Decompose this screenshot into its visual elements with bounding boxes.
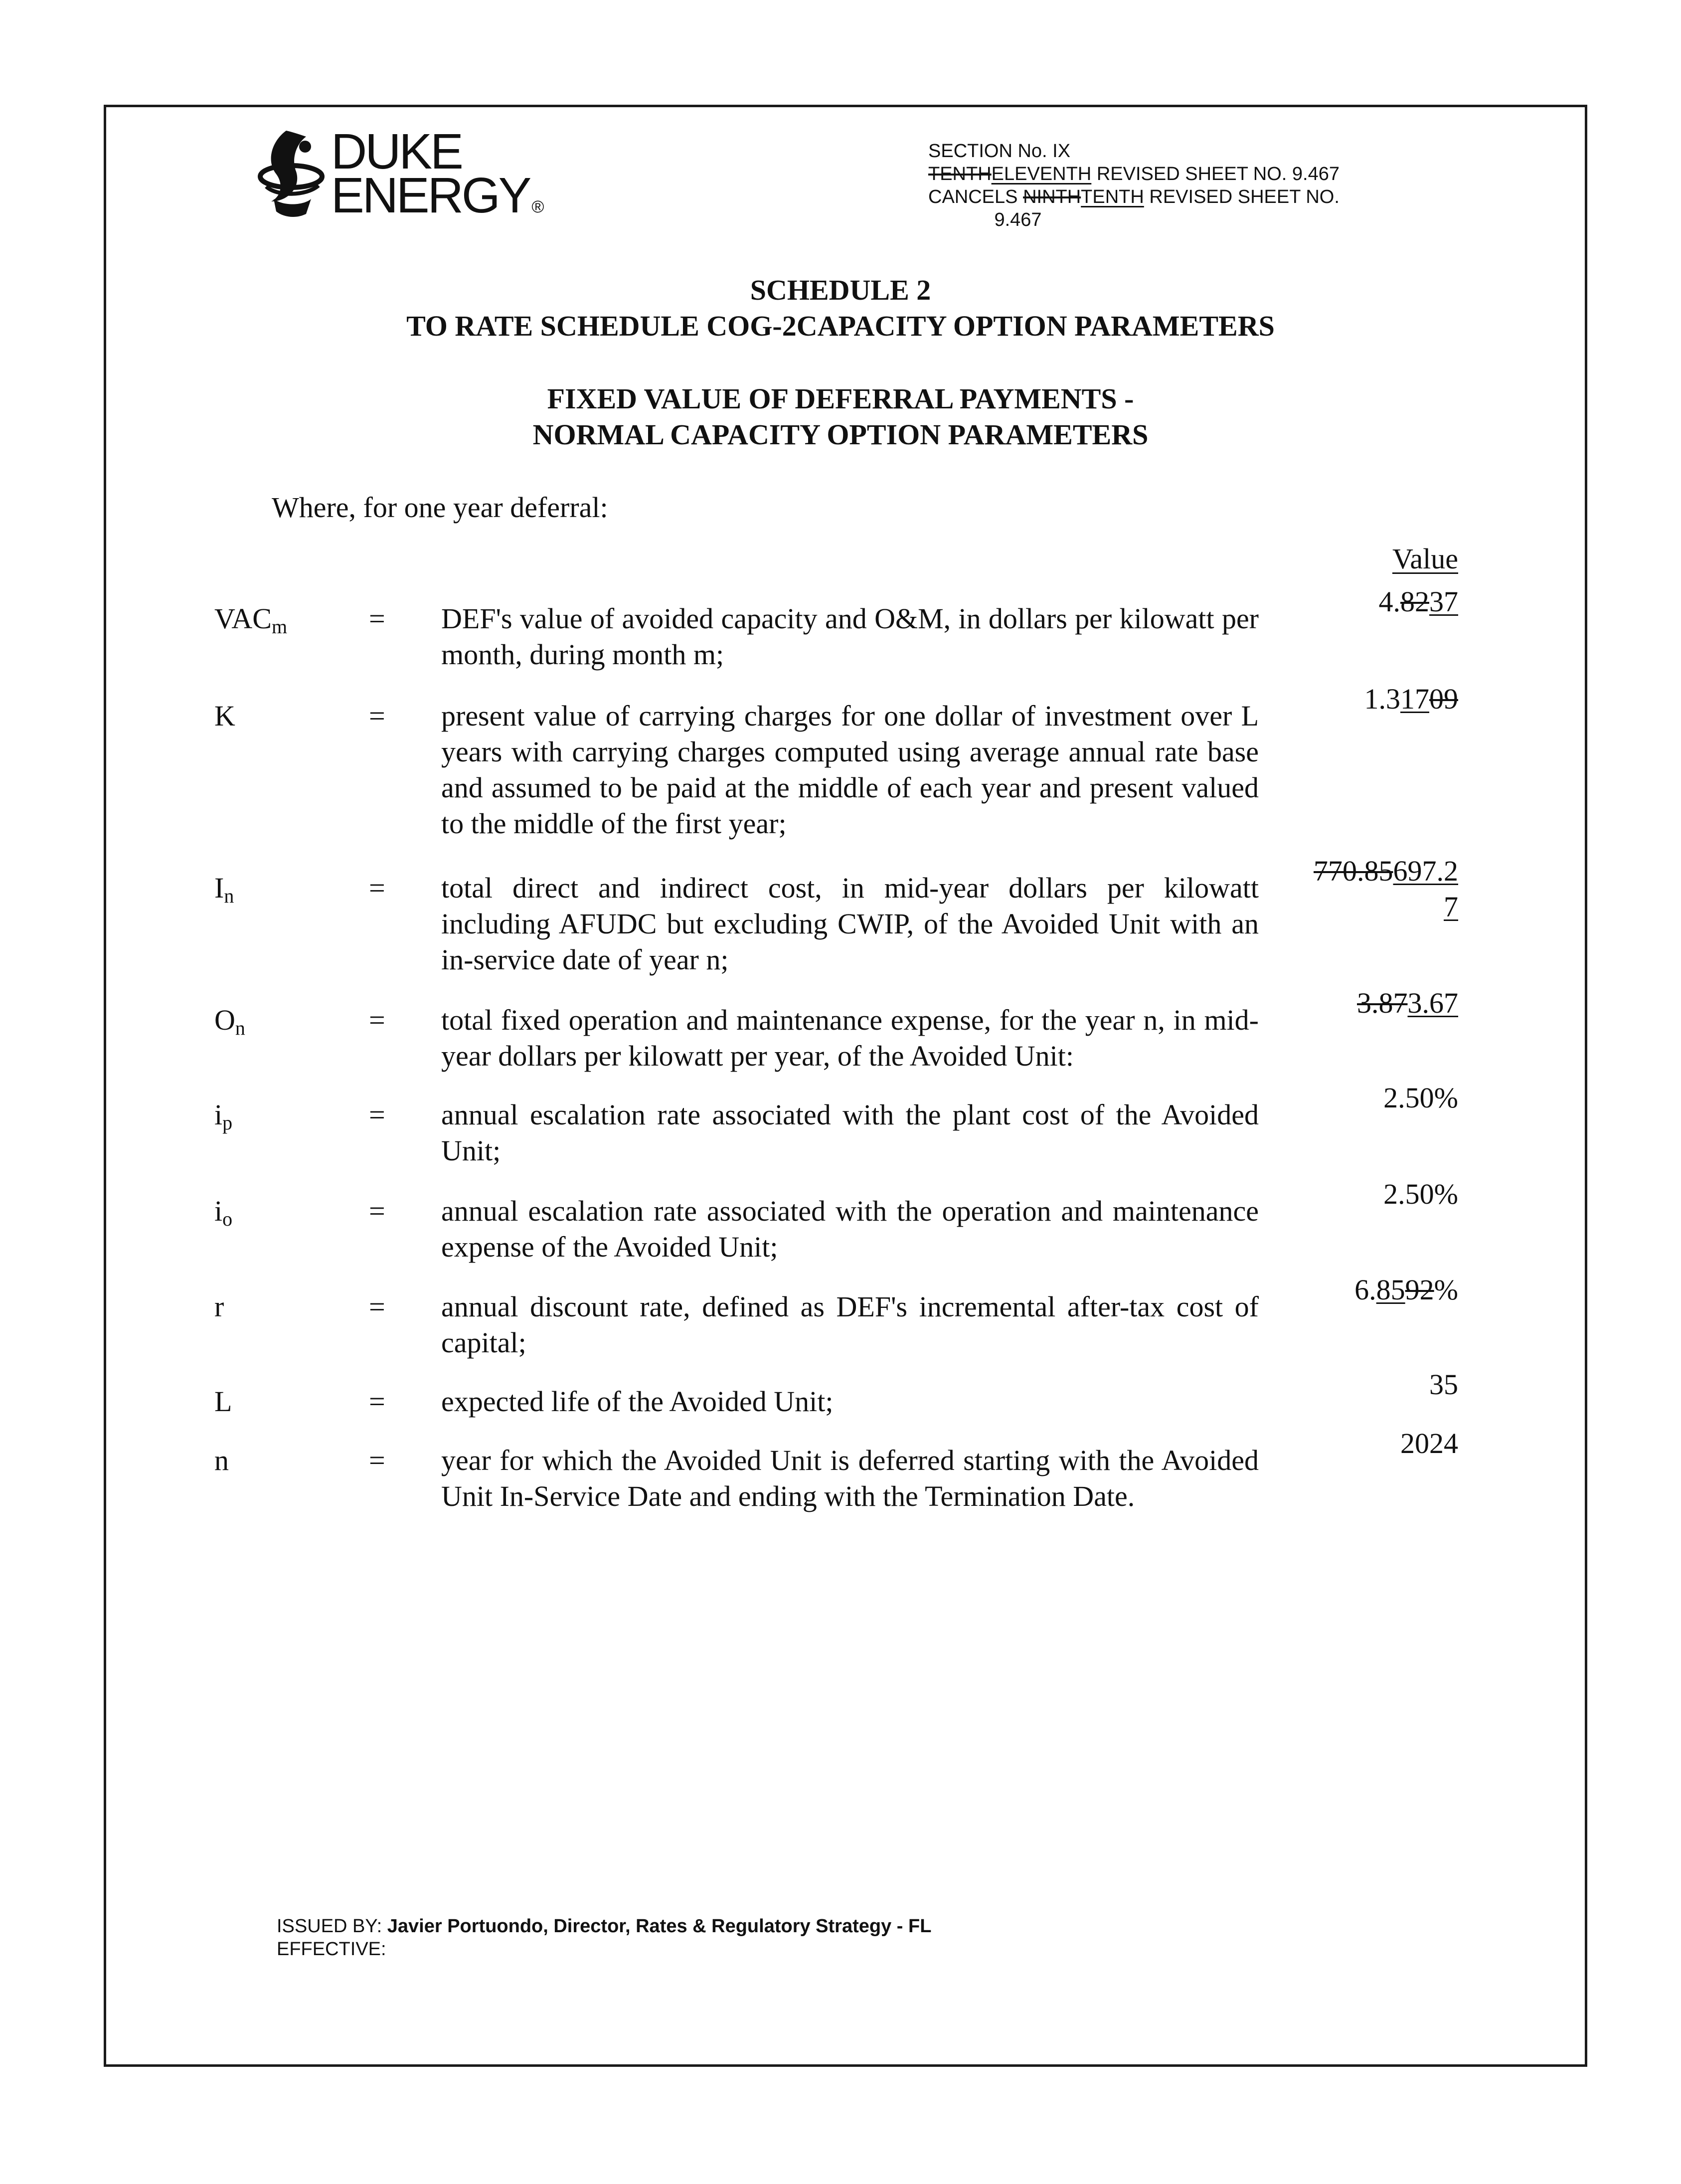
param-symbol: $O_n$ <box>214 1004 245 1039</box>
param-symbol: n <box>214 1444 229 1476</box>
param-symbol: K <box>214 700 235 732</box>
equals-sign: = <box>369 1444 385 1476</box>
registered-mark: ® <box>531 197 544 216</box>
cancels-sheet-number: 9.467 <box>994 209 1042 230</box>
param-value: 1.31709 <box>1364 683 1458 715</box>
sheet-header <box>928 140 1427 231</box>
param-symbol: $VAC_m$ <box>214 602 288 638</box>
equals-sign: = <box>369 602 385 635</box>
param-description: total direct and indirect cost, in mid-year dollars per kilowatt including AFUDC but excluding CWIP, of the Avoided Unit with an in-service date of year n; <box>441 872 1259 976</box>
param-value: 6.8592% <box>1354 1274 1458 1306</box>
cancels-sheet-text: REVISED SHEET NO. <box>1144 186 1340 207</box>
param-description: annual escalation rate associated with the operation and maintenance expense of the Avoided Unit; <box>441 1195 1259 1263</box>
param-symbol: L <box>214 1385 232 1418</box>
section-title-line-1: FIXED VALUE OF DEFERRAL PAYMENTS - <box>547 382 1134 415</box>
equals-sign: = <box>369 1385 385 1418</box>
equals-sign: = <box>369 1195 385 1227</box>
footer <box>277 1915 931 1961</box>
struck-text: TENTH <box>928 164 992 184</box>
issued-by-label: ISSUED BY: <box>277 1916 387 1937</box>
cancels-sheet-line <box>928 185 1427 208</box>
param-value: 3.873.67 <box>1357 987 1458 1019</box>
param-symbol: $i_o$ <box>214 1195 233 1230</box>
schedule-title: SCHEDULE 2 <box>750 274 931 306</box>
logo-word-energy: ENERGY ® <box>331 168 544 223</box>
equals-sign: = <box>369 872 385 904</box>
inserted-text: TENTH <box>1081 186 1144 207</box>
rate-schedule-title: TO RATE SCHEDULE COG-2CAPACITY OPTION PARAMETERS <box>406 310 1275 342</box>
equals-sign: = <box>369 1098 385 1131</box>
param-description: present value of carrying charges for one dollar of investment over L years with carrying charges computed using average annual rate base and assumed to be paid at the middle of each year and present valued to the middle of the first year; <box>441 700 1259 840</box>
effective-label: EFFECTIVE: <box>277 1939 386 1960</box>
param-description: annual escalation rate associated with the plant cost of the Avoided Unit; <box>441 1098 1259 1167</box>
section-number: SECTION No. IX <box>928 141 1071 162</box>
duke-energy-logo <box>256 124 544 226</box>
param-description: total fixed operation and maintenance expense, for the year n, in mid-year dollars per kilowatt per year, of the Avoided Unit: <box>441 1004 1259 1072</box>
param-symbol: r <box>214 1290 224 1323</box>
param-description: year for which the Avoided Unit is deferred starting with the Avoided Unit In-Service Date and ending with the Termination Date. <box>441 1444 1259 1512</box>
param-value: 770.85697.2 7 <box>1314 855 1458 923</box>
intro-text: Where, for one year deferral: <box>272 491 608 524</box>
issued-by-name: Javier Portuondo, Director, Rates & Regulatory Strategy - FL <box>387 1916 932 1937</box>
equals-sign: = <box>369 700 385 732</box>
equals-sign: = <box>369 1290 385 1323</box>
param-description: DEF's value of avoided capacity and O&M, in dollars per kilowatt per month, during month m; <box>441 602 1259 671</box>
equals-sign: = <box>369 1004 385 1036</box>
param-symbol: $i_p$ <box>214 1098 233 1134</box>
value-column-header: Value <box>1392 543 1458 575</box>
param-description: annual discount rate, defined as DEF's incremental after-tax cost of capital; <box>441 1290 1259 1359</box>
param-value: 2.50% <box>1383 1178 1458 1210</box>
revised-sheet-line <box>928 163 1427 185</box>
param-symbol: $I_n$ <box>214 872 234 907</box>
param-value: 2.50% <box>1383 1082 1458 1114</box>
param-value: 2024 <box>1400 1427 1458 1459</box>
section-title-line-2: NORMAL CAPACITY OPTION PARAMETERS <box>532 418 1149 451</box>
duke-energy-globe-icon <box>256 127 326 221</box>
param-description: expected life of the Avoided Unit; <box>441 1385 834 1418</box>
param-value: 35 <box>1429 1368 1458 1401</box>
param-value: 4.8237 <box>1378 585 1458 618</box>
inserted-text: ELEVENTH <box>991 164 1092 184</box>
issued-by-line <box>277 1915 931 1938</box>
cancels-prefix: CANCELS <box>928 186 1023 207</box>
logo-word-duke: DUKE <box>331 124 462 180</box>
revised-sheet-text: REVISED SHEET NO. 9.467 <box>1091 164 1340 184</box>
struck-text: NINTH <box>1023 186 1081 207</box>
